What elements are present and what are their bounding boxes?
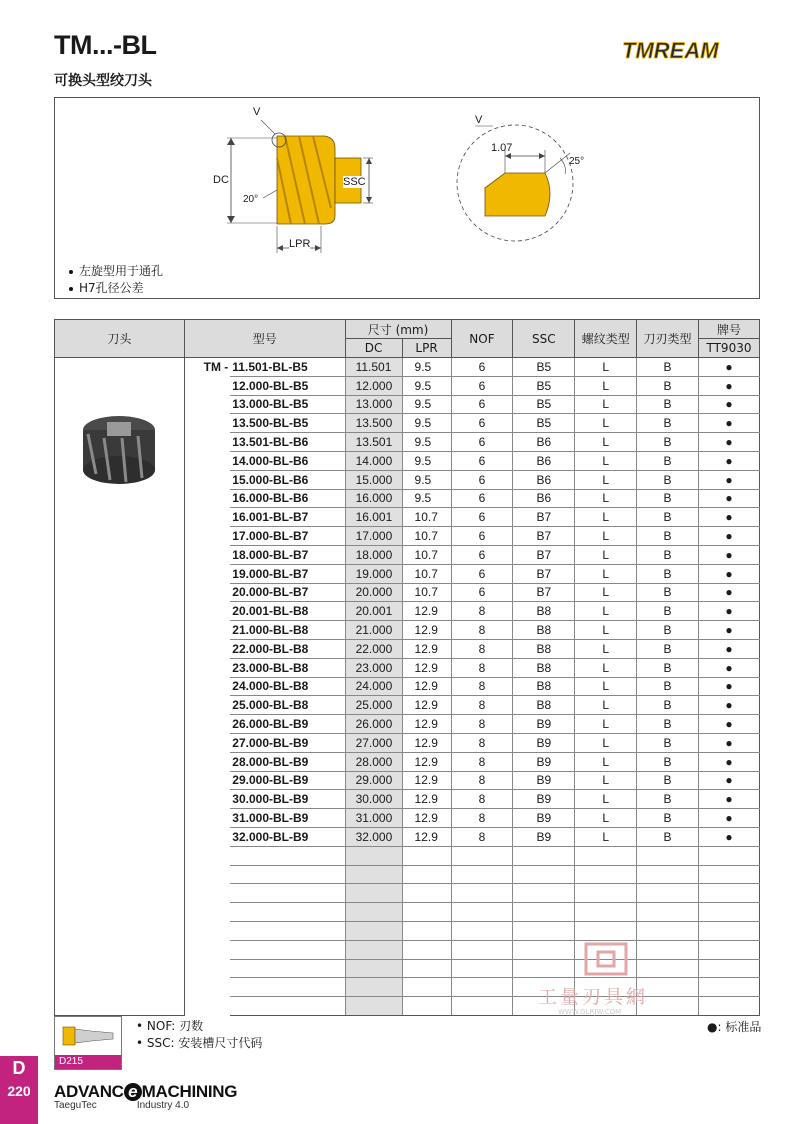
table-row xyxy=(55,358,760,377)
legend-standard: ●: 标准品 xyxy=(707,1020,762,1034)
nof-cell: 8 xyxy=(451,639,513,658)
thread-cell: L xyxy=(575,433,637,452)
label-v-left: V xyxy=(253,106,261,118)
diagram-box xyxy=(54,97,760,299)
lpr-cell: 12.9 xyxy=(402,827,451,846)
nof-cell: 6 xyxy=(451,433,513,452)
thread-cell: L xyxy=(575,733,637,752)
edge-cell: B xyxy=(637,395,699,414)
col-grade-sub: TT9030 xyxy=(698,339,759,358)
model-cell: 30.000-BL-B9 xyxy=(230,790,345,809)
model-cell: 29.000-BL-B9 xyxy=(230,771,345,790)
dc-cell: 32.000 xyxy=(345,827,402,846)
ssc-cell: B5 xyxy=(513,358,575,377)
edge-cell: B xyxy=(637,658,699,677)
dc-cell: 28.000 xyxy=(345,752,402,771)
model-cell: 13.500-BL-B5 xyxy=(230,414,345,433)
edge-cell: B xyxy=(637,451,699,470)
stock-cell: ● xyxy=(698,451,759,470)
dc-cell: 13.501 xyxy=(345,433,402,452)
thread-cell: L xyxy=(575,489,637,508)
nof-cell: 8 xyxy=(451,696,513,715)
lpr-cell: 9.5 xyxy=(402,358,451,377)
nof-cell: 6 xyxy=(451,470,513,489)
ssc-cell: B8 xyxy=(513,639,575,658)
dc-cell: 13.000 xyxy=(345,395,402,414)
ssc-cell: B9 xyxy=(513,771,575,790)
col-head: 刀头 xyxy=(55,320,185,358)
ssc-cell: B5 xyxy=(513,376,575,395)
stock-cell: ● xyxy=(698,827,759,846)
watermark-text: 工量刃具網 xyxy=(538,986,649,1008)
thread-cell: L xyxy=(575,696,637,715)
stock-cell: ● xyxy=(698,508,759,527)
lpr-cell: 12.9 xyxy=(402,733,451,752)
edge-cell: B xyxy=(637,827,699,846)
edge-cell: B xyxy=(637,414,699,433)
col-ssc: SSC xyxy=(513,320,575,358)
ssc-cell: B9 xyxy=(513,827,575,846)
stock-cell: ● xyxy=(698,602,759,621)
thread-cell: L xyxy=(575,545,637,564)
edge-cell: B xyxy=(637,809,699,828)
lpr-cell: 9.5 xyxy=(402,470,451,489)
thread-cell: L xyxy=(575,470,637,489)
edge-cell: B xyxy=(637,545,699,564)
ssc-cell: B8 xyxy=(513,677,575,696)
stock-cell: ● xyxy=(698,414,759,433)
stock-cell: ● xyxy=(698,752,759,771)
reamer-head-image xyxy=(74,408,164,488)
page-title: TM...-BL xyxy=(54,30,157,60)
nof-cell: 6 xyxy=(451,583,513,602)
ssc-cell: B8 xyxy=(513,621,575,640)
col-lpr: LPR xyxy=(402,339,451,358)
ssc-cell: B7 xyxy=(513,508,575,527)
thread-cell: L xyxy=(575,771,637,790)
model-cell: 24.000-BL-B8 xyxy=(230,677,345,696)
model-cell: 13.000-BL-B5 xyxy=(230,395,345,414)
note-h7-tolerance: H7孔径公差 xyxy=(69,279,144,296)
dc-cell: 15.000 xyxy=(345,470,402,489)
col-nof: NOF xyxy=(451,320,513,358)
nof-cell: 6 xyxy=(451,376,513,395)
model-cell: 11.501-BL-B5 xyxy=(230,358,345,377)
model-cell: 32.000-BL-B9 xyxy=(230,827,345,846)
advance-machining-logo: ADVANC e MACHINING TaeguTec Industry 4.0 xyxy=(54,1082,238,1111)
ssc-cell: B6 xyxy=(513,470,575,489)
dc-cell: 25.000 xyxy=(345,696,402,715)
holder-thumbnail xyxy=(54,1016,122,1070)
thread-cell: L xyxy=(575,527,637,546)
ssc-cell: B7 xyxy=(513,527,575,546)
model-cell: 20.001-BL-B8 xyxy=(230,602,345,621)
edge-cell: B xyxy=(637,583,699,602)
stock-cell: ● xyxy=(698,658,759,677)
nof-cell: 8 xyxy=(451,809,513,828)
ssc-cell: B5 xyxy=(513,395,575,414)
edge-cell: B xyxy=(637,733,699,752)
dc-cell: 20.001 xyxy=(345,602,402,621)
ssc-cell: B6 xyxy=(513,433,575,452)
dc-cell: 19.000 xyxy=(345,564,402,583)
model-cell: 25.000-BL-B8 xyxy=(230,696,345,715)
stock-cell: ● xyxy=(698,564,759,583)
nof-cell: 8 xyxy=(451,752,513,771)
legend-notes xyxy=(136,1018,262,1052)
thread-cell: L xyxy=(575,508,637,527)
stock-cell: ● xyxy=(698,696,759,715)
ssc-cell: B8 xyxy=(513,602,575,621)
legend-ssc: • SSC: 安装槽尺寸代码 xyxy=(136,1036,263,1050)
label-lpr: LPR xyxy=(289,238,311,250)
col-grade: 牌号 xyxy=(698,320,759,339)
thread-cell: L xyxy=(575,715,637,734)
nof-cell: 8 xyxy=(451,771,513,790)
lpr-cell: 9.5 xyxy=(402,395,451,414)
nof-cell: 6 xyxy=(451,545,513,564)
label-1-07: 1.07 xyxy=(491,142,513,154)
ssc-cell: B8 xyxy=(513,696,575,715)
thread-cell: L xyxy=(575,414,637,433)
logo-e-mark: e xyxy=(124,1083,142,1101)
edge-cell: B xyxy=(637,677,699,696)
svg-text:TMREAM: TMREAM xyxy=(622,38,719,63)
ssc-cell: B9 xyxy=(513,809,575,828)
stock-cell: ● xyxy=(698,771,759,790)
thread-cell: L xyxy=(575,621,637,640)
edge-cell: B xyxy=(637,564,699,583)
model-cell: 17.000-BL-B7 xyxy=(230,527,345,546)
ssc-cell: B9 xyxy=(513,790,575,809)
lpr-cell: 10.7 xyxy=(402,564,451,583)
stock-cell: ● xyxy=(698,545,759,564)
dc-cell: 17.000 xyxy=(345,527,402,546)
lpr-cell: 12.9 xyxy=(402,752,451,771)
thread-cell: L xyxy=(575,809,637,828)
dc-cell: 23.000 xyxy=(345,658,402,677)
model-cell: 16.000-BL-B6 xyxy=(230,489,345,508)
stock-cell: ● xyxy=(698,809,759,828)
label-angle-20: 20° xyxy=(243,194,259,205)
page-subtitle: 可换头型绞刀头 xyxy=(54,73,152,89)
stock-cell: ● xyxy=(698,733,759,752)
stock-cell: ● xyxy=(698,489,759,508)
ssc-cell: B7 xyxy=(513,564,575,583)
label-ssc: SSC xyxy=(343,176,366,188)
lpr-cell: 10.7 xyxy=(402,583,451,602)
edge-cell: B xyxy=(637,602,699,621)
label-angle-25: 25° xyxy=(569,156,585,167)
lpr-cell: 12.9 xyxy=(402,621,451,640)
thread-cell: L xyxy=(575,752,637,771)
tmream-logo xyxy=(620,36,760,64)
model-cell: 16.001-BL-B7 xyxy=(230,508,345,527)
dc-cell: 18.000 xyxy=(345,545,402,564)
dc-cell: 11.501 xyxy=(345,358,402,377)
dc-cell: 16.001 xyxy=(345,508,402,527)
legend-nof: • NOF: 刃数 xyxy=(136,1019,204,1033)
dc-cell: 31.000 xyxy=(345,809,402,828)
ssc-cell: B6 xyxy=(513,451,575,470)
nof-cell: 8 xyxy=(451,827,513,846)
model-cell: 21.000-BL-B8 xyxy=(230,621,345,640)
dc-cell: 30.000 xyxy=(345,790,402,809)
edge-cell: B xyxy=(637,470,699,489)
ssc-cell: B5 xyxy=(513,414,575,433)
edge-cell: B xyxy=(637,696,699,715)
stock-cell: ● xyxy=(698,527,759,546)
holder-icon xyxy=(55,1017,121,1055)
nof-cell: 8 xyxy=(451,733,513,752)
thumb-ref: D215 xyxy=(55,1055,121,1069)
watermark-logo-icon xyxy=(582,940,632,980)
thread-cell: L xyxy=(575,677,637,696)
stock-cell: ● xyxy=(698,639,759,658)
thread-cell: L xyxy=(575,358,637,377)
edge-cell: B xyxy=(637,790,699,809)
model-cell: 26.000-BL-B9 xyxy=(230,715,345,734)
lpr-cell: 12.9 xyxy=(402,696,451,715)
watermark-url: WWW.GLRJW.COM xyxy=(558,1008,622,1016)
model-cell: 27.000-BL-B9 xyxy=(230,733,345,752)
stock-cell: ● xyxy=(698,621,759,640)
lpr-cell: 9.5 xyxy=(402,414,451,433)
lpr-cell: 12.9 xyxy=(402,715,451,734)
label-dc: DC xyxy=(213,174,229,186)
lpr-cell: 9.5 xyxy=(402,433,451,452)
nof-cell: 8 xyxy=(451,677,513,696)
note-left-hand: 左旋型用于通孔 xyxy=(69,262,163,279)
stock-cell: ● xyxy=(698,583,759,602)
edge-cell: B xyxy=(637,639,699,658)
lpr-cell: 9.5 xyxy=(402,376,451,395)
lpr-cell: 9.5 xyxy=(402,451,451,470)
lpr-cell: 10.7 xyxy=(402,545,451,564)
stock-cell: ● xyxy=(698,790,759,809)
thread-cell: L xyxy=(575,658,637,677)
model-cell: 18.000-BL-B7 xyxy=(230,545,345,564)
nof-cell: 6 xyxy=(451,508,513,527)
ssc-cell: B7 xyxy=(513,545,575,564)
dc-cell: 16.000 xyxy=(345,489,402,508)
nof-cell: 6 xyxy=(451,527,513,546)
nof-cell: 8 xyxy=(451,790,513,809)
thread-cell: L xyxy=(575,451,637,470)
dc-cell: 20.000 xyxy=(345,583,402,602)
lpr-cell: 12.9 xyxy=(402,790,451,809)
dc-cell: 14.000 xyxy=(345,451,402,470)
stock-cell: ● xyxy=(698,376,759,395)
edge-cell: B xyxy=(637,508,699,527)
edge-cell: B xyxy=(637,715,699,734)
thread-cell: L xyxy=(575,639,637,658)
lpr-cell: 10.7 xyxy=(402,508,451,527)
stock-cell: ● xyxy=(698,395,759,414)
nof-cell: 6 xyxy=(451,395,513,414)
stock-cell: ● xyxy=(698,433,759,452)
insert-image-cell xyxy=(55,358,185,1016)
edge-cell: B xyxy=(637,433,699,452)
ssc-cell: B9 xyxy=(513,752,575,771)
thread-cell: L xyxy=(575,602,637,621)
thread-cell: L xyxy=(575,376,637,395)
nof-cell: 6 xyxy=(451,489,513,508)
col-size: 尺寸 (mm) xyxy=(345,320,451,339)
nof-cell: 8 xyxy=(451,602,513,621)
thread-cell: L xyxy=(575,583,637,602)
col-dc: DC xyxy=(345,339,402,358)
dc-cell: 13.500 xyxy=(345,414,402,433)
section-tab xyxy=(0,1056,38,1124)
dc-cell: 27.000 xyxy=(345,733,402,752)
thread-cell: L xyxy=(575,395,637,414)
stock-cell: ● xyxy=(698,677,759,696)
model-cell: 20.000-BL-B7 xyxy=(230,583,345,602)
section-letter: D xyxy=(12,1058,26,1078)
model-cell: 31.000-BL-B9 xyxy=(230,809,345,828)
edge-cell: B xyxy=(637,527,699,546)
lpr-cell: 9.5 xyxy=(402,489,451,508)
dc-cell: 29.000 xyxy=(345,771,402,790)
nof-cell: 6 xyxy=(451,451,513,470)
dc-cell: 26.000 xyxy=(345,715,402,734)
lpr-cell: 10.7 xyxy=(402,527,451,546)
detail-view-v xyxy=(457,125,573,241)
edge-cell: B xyxy=(637,752,699,771)
lpr-cell: 12.9 xyxy=(402,658,451,677)
spec-table xyxy=(54,319,760,1016)
model-cell: 23.000-BL-B8 xyxy=(230,658,345,677)
edge-cell: B xyxy=(637,489,699,508)
model-cell: 14.000-BL-B6 xyxy=(230,451,345,470)
model-cell: 22.000-BL-B8 xyxy=(230,639,345,658)
edge-cell: B xyxy=(637,771,699,790)
label-v-right: V xyxy=(475,114,483,126)
ssc-cell: B8 xyxy=(513,658,575,677)
nof-cell: 8 xyxy=(451,621,513,640)
dc-cell: 21.000 xyxy=(345,621,402,640)
lpr-cell: 12.9 xyxy=(402,809,451,828)
edge-cell: B xyxy=(637,358,699,377)
dc-cell: 22.000 xyxy=(345,639,402,658)
model-prefix: TM - xyxy=(184,358,230,377)
lpr-cell: 12.9 xyxy=(402,677,451,696)
model-cell: 28.000-BL-B9 xyxy=(230,752,345,771)
model-cell: 13.501-BL-B6 xyxy=(230,433,345,452)
model-cell: 15.000-BL-B6 xyxy=(230,470,345,489)
lpr-cell: 12.9 xyxy=(402,639,451,658)
watermark xyxy=(538,940,678,1020)
nof-cell: 8 xyxy=(451,658,513,677)
thread-cell: L xyxy=(575,790,637,809)
ssc-cell: B7 xyxy=(513,583,575,602)
dc-cell: 24.000 xyxy=(345,677,402,696)
page-number: 220 xyxy=(7,1083,31,1099)
stock-cell: ● xyxy=(698,358,759,377)
col-thread: 螺纹类型 xyxy=(575,320,637,358)
stock-cell: ● xyxy=(698,470,759,489)
dc-cell: 12.000 xyxy=(345,376,402,395)
model-cell: 19.000-BL-B7 xyxy=(230,564,345,583)
model-cell: 12.000-BL-B5 xyxy=(230,376,345,395)
edge-cell: B xyxy=(637,621,699,640)
thread-cell: L xyxy=(575,564,637,583)
nof-cell: 6 xyxy=(451,414,513,433)
lpr-cell: 12.9 xyxy=(402,602,451,621)
nof-cell: 6 xyxy=(451,358,513,377)
nof-cell: 8 xyxy=(451,715,513,734)
col-edge: 刀刃类型 xyxy=(637,320,699,358)
nof-cell: 6 xyxy=(451,564,513,583)
col-model: 型号 xyxy=(184,320,345,358)
thread-cell: L xyxy=(575,827,637,846)
ssc-cell: B9 xyxy=(513,715,575,734)
ssc-cell: B6 xyxy=(513,489,575,508)
edge-cell: B xyxy=(637,376,699,395)
lpr-cell: 12.9 xyxy=(402,771,451,790)
stock-cell: ● xyxy=(698,715,759,734)
ssc-cell: B9 xyxy=(513,733,575,752)
